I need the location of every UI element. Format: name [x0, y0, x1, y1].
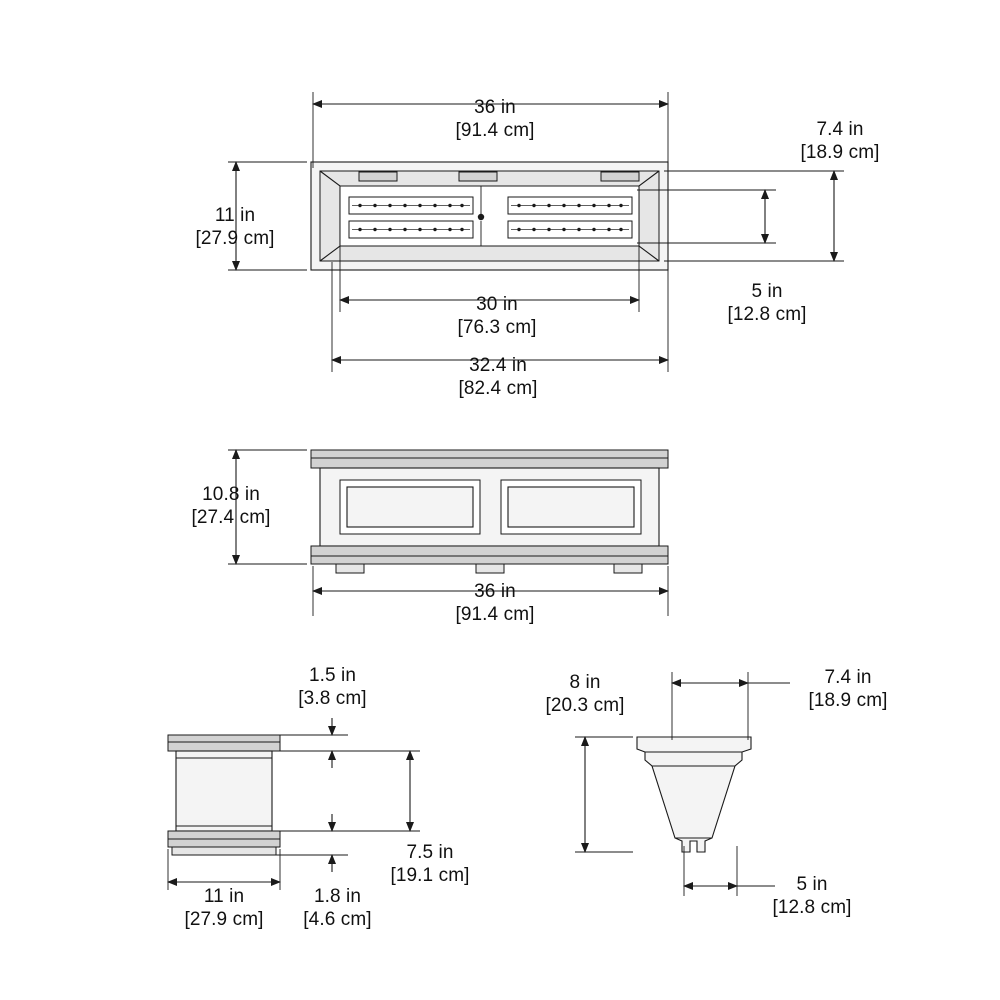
- dim-label-side-width: [164, 885, 284, 931]
- dim-label-side-bottom-band: [290, 885, 385, 931]
- dim-value-cm: [4.6 cm]: [303, 909, 372, 930]
- dim-side-top-band: [276, 718, 348, 768]
- dim-value-in: 36 in: [474, 97, 516, 118]
- dim-value-in: 5 in: [796, 874, 828, 895]
- dim-value-in: 10.8 in: [202, 484, 260, 505]
- dim-value-cm: [91.4 cm]: [455, 120, 535, 141]
- dim-label-section-bottom-width: [752, 873, 872, 919]
- dim-label-section-height: [525, 671, 645, 717]
- top-view-geometry: [311, 162, 668, 270]
- dim-label-side-body-height: [370, 841, 490, 887]
- dim-label-top-mid-length: [428, 354, 568, 400]
- dim-value-cm: [12.8 cm]: [772, 897, 852, 918]
- dim-value-cm: [20.3 cm]: [545, 695, 625, 716]
- dim-side-bottom-band: [276, 814, 348, 872]
- dim-label-side-top-band: [280, 664, 385, 710]
- dim-label-top-inner-length: [432, 293, 562, 339]
- dim-label-top-right-outer: [780, 118, 900, 164]
- dim-value-in: 36 in: [474, 581, 516, 602]
- dim-value-cm: [18.9 cm]: [808, 690, 888, 711]
- dim-side-body-height: [276, 751, 420, 831]
- dim-label-front-width: [420, 580, 570, 626]
- dim-value-cm: [3.8 cm]: [298, 688, 367, 709]
- dim-label-top-right-inner: [712, 280, 822, 326]
- dim-section-height: [575, 737, 633, 852]
- dim-value-in: 32.4 in: [469, 355, 527, 376]
- dim-value-in: 5 in: [751, 281, 783, 302]
- dim-label-top-width-overall: [420, 96, 570, 142]
- dim-value-in: 7.5 in: [406, 842, 454, 863]
- front-view-geometry: [311, 450, 668, 573]
- dim-value-cm: [18.9 cm]: [800, 142, 880, 163]
- dim-value-in: 1.8 in: [313, 886, 362, 907]
- dim-value-in: 11 in: [203, 886, 245, 907]
- dim-value-cm: [76.3 cm]: [457, 317, 537, 338]
- dim-value-in: 11 in: [214, 205, 256, 226]
- dim-value-in: 30 in: [476, 294, 518, 315]
- dim-value-cm: [27.9 cm]: [195, 228, 275, 249]
- dim-top-right-outer: [664, 171, 844, 261]
- dim-value-cm: [12.8 cm]: [727, 304, 807, 325]
- dim-value-in: 1.5 in: [308, 665, 357, 686]
- dim-label-front-height: [170, 483, 292, 529]
- section-view-geometry: [637, 737, 751, 852]
- side-view-geometry: [168, 735, 280, 855]
- dim-section-top-width: [672, 672, 790, 740]
- dim-value-in: 7.4 in: [824, 667, 872, 688]
- dim-value-cm: [19.1 cm]: [390, 865, 470, 886]
- dim-value-in: 7.4 in: [816, 119, 864, 140]
- dim-value-cm: [82.4 cm]: [458, 378, 538, 399]
- dim-value-cm: [91.4 cm]: [455, 604, 535, 625]
- dim-label-top-depth: [180, 204, 290, 250]
- dim-label-section-top-width: [788, 666, 908, 712]
- dim-value-cm: [27.9 cm]: [184, 909, 264, 930]
- dim-value-in: 8 in: [569, 672, 601, 693]
- dim-value-cm: [27.4 cm]: [191, 507, 271, 528]
